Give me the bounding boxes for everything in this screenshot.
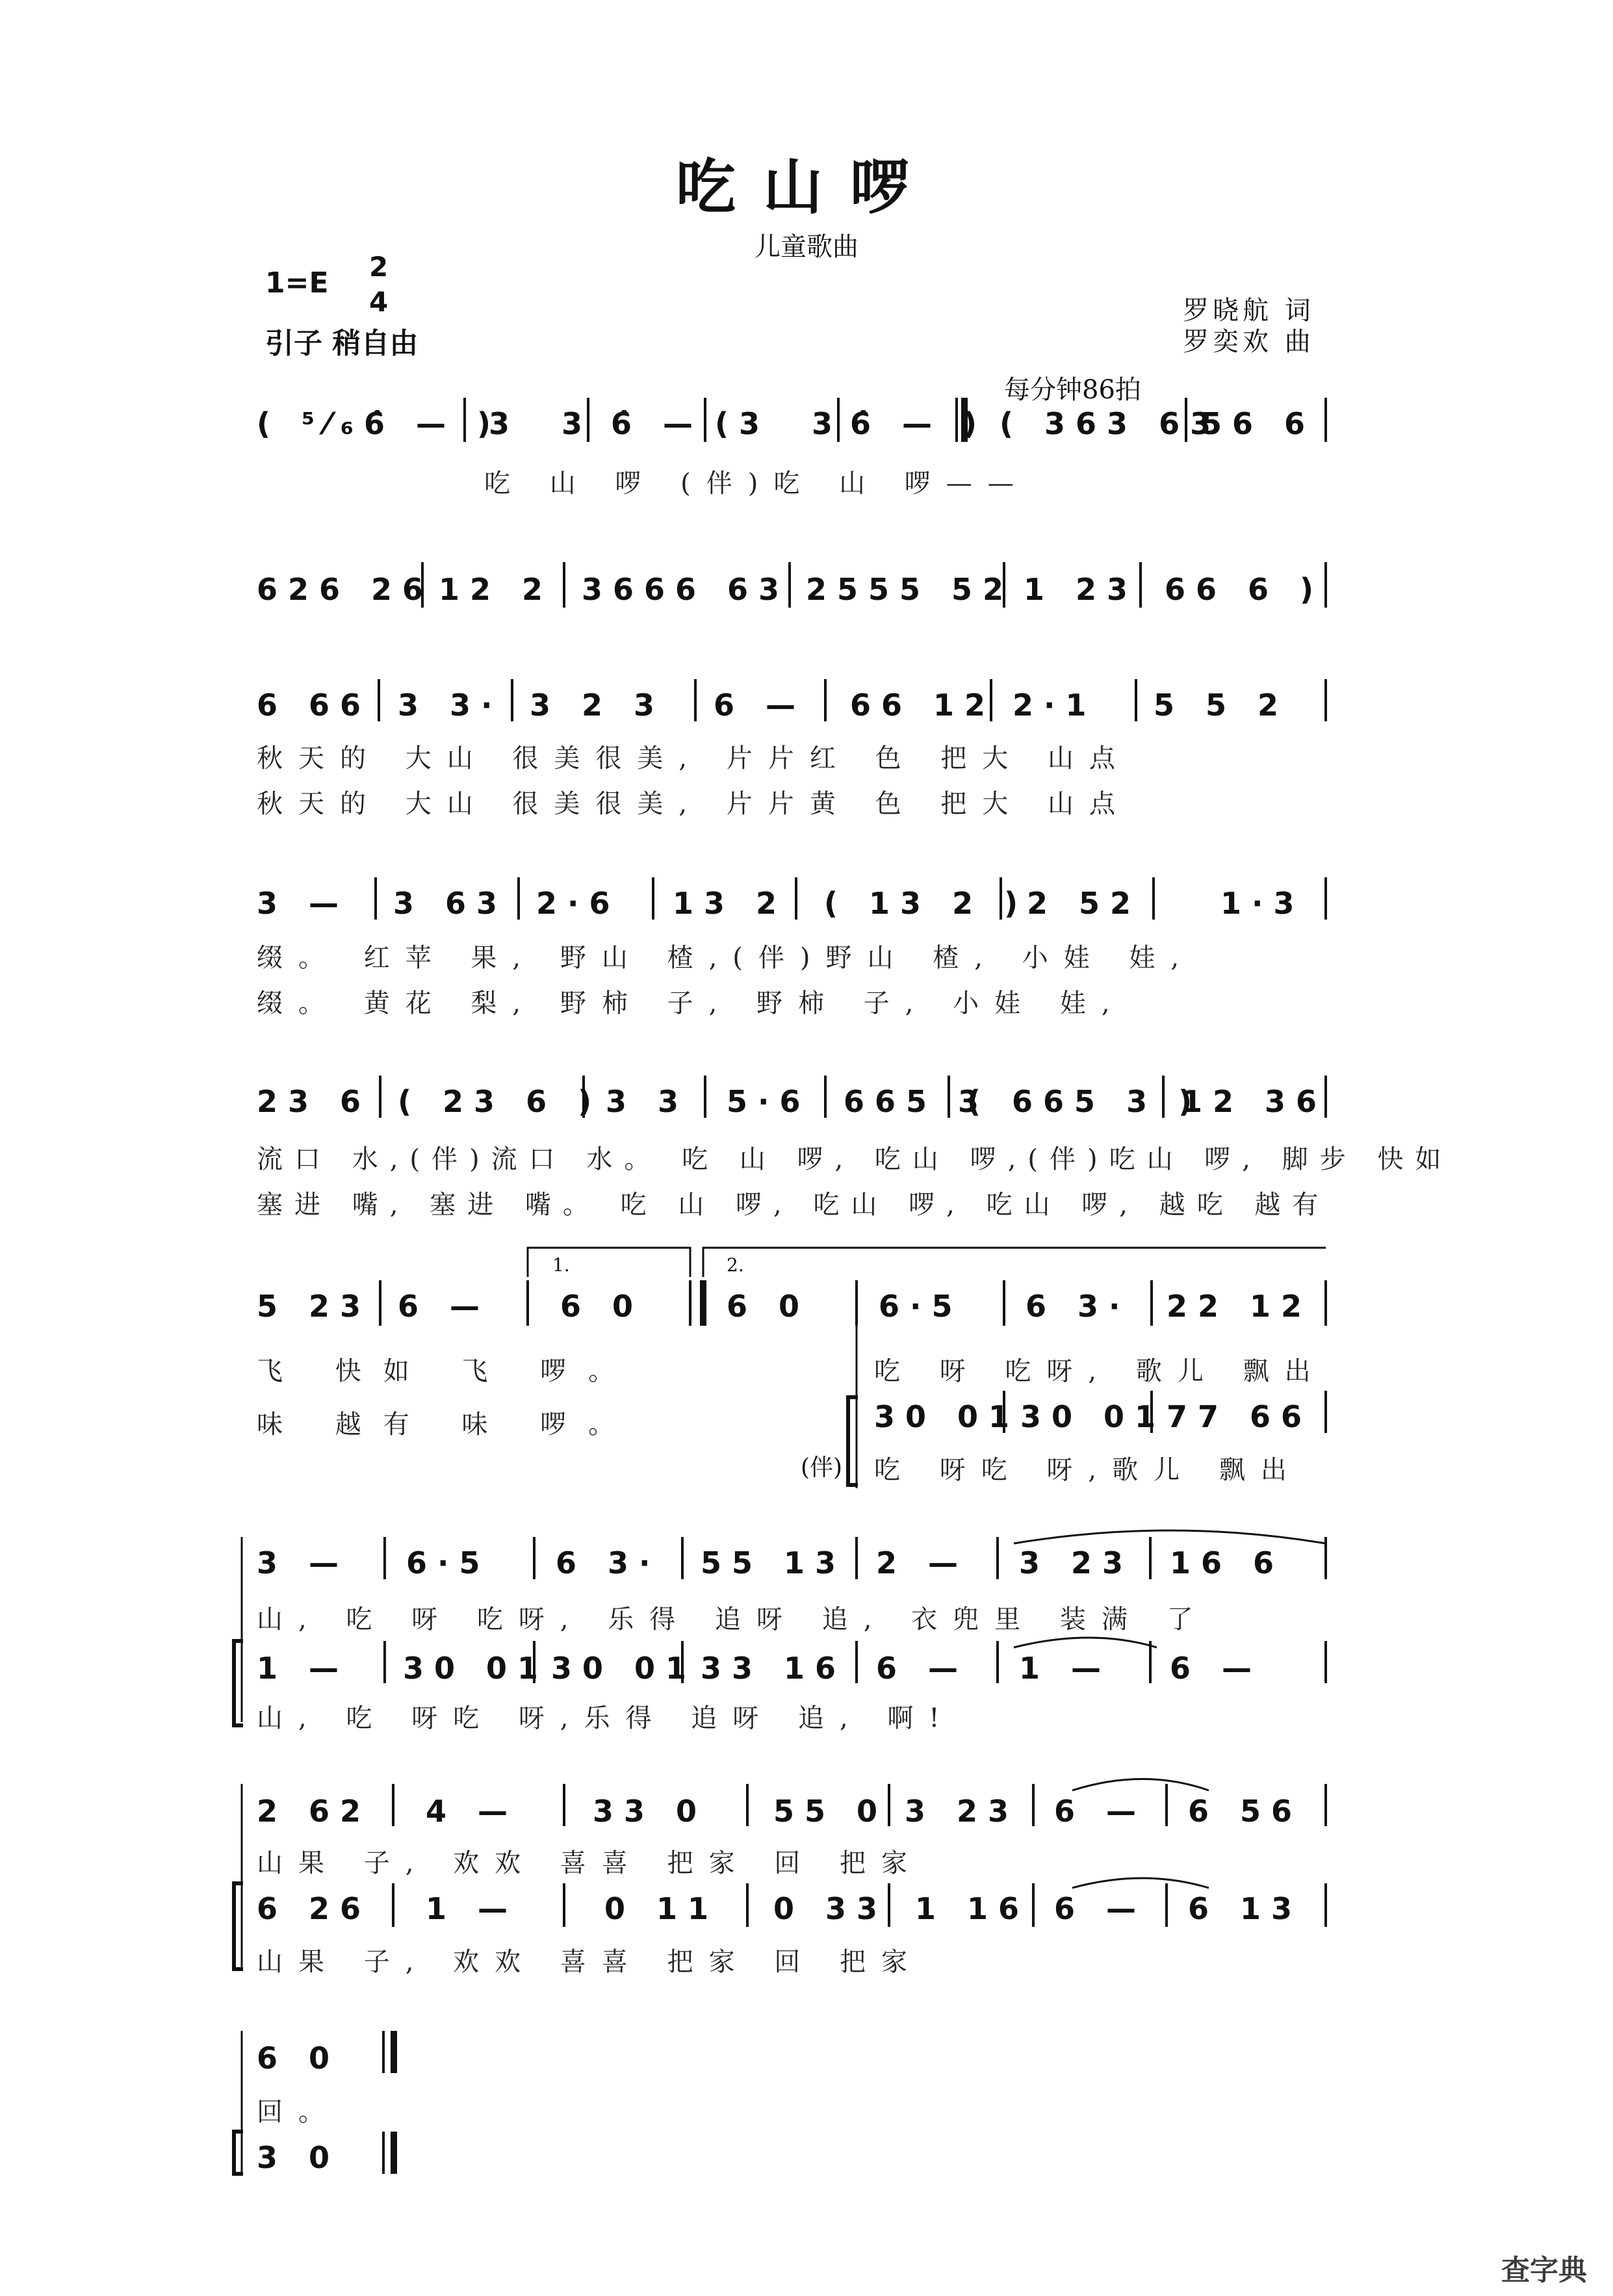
note-measure: 2 52 <box>1027 886 1142 921</box>
note-measure: 2 62 <box>257 1794 372 1829</box>
note-measure: 2·1 <box>1013 688 1097 723</box>
note-measure: 2 — <box>876 1545 969 1580</box>
lyric-line: 秋天的 大山 很美很美, 片片黄 色 把大 山点 <box>257 789 1131 819</box>
note-measure: 3 2 3 <box>530 688 665 723</box>
note-measure: 0 33 <box>773 1891 888 1926</box>
note-measure: 3666 63 <box>582 572 790 607</box>
note-measure: 30 01 <box>403 1651 549 1686</box>
note-measure: 30 01 <box>1020 1399 1167 1434</box>
note-measure: 13 2 <box>673 886 788 921</box>
note-measure: 6 3· <box>1026 1289 1131 1324</box>
note-measure: 1 16 <box>915 1891 1030 1926</box>
note-measure: 77 66 <box>1167 1399 1313 1434</box>
note-measure: 6 13 <box>1188 1891 1303 1926</box>
volta-2-label: 2. <box>727 1254 744 1276</box>
note-measure: 6 3· <box>556 1545 661 1580</box>
subtitle: 儿童歌曲 <box>755 232 858 262</box>
note-measure: 22 12 <box>1167 1289 1313 1324</box>
note-measure: 2·6 <box>536 886 621 921</box>
tempo-marking: 每分钟86拍 <box>1004 375 1141 405</box>
note-measure: 3 3 <box>606 1084 690 1119</box>
note-measure: 12 36 <box>1181 1084 1328 1119</box>
note-measure: 1 — <box>257 1651 350 1686</box>
note-measure: 33 16 <box>701 1651 847 1686</box>
note-measure: 3 — <box>257 886 350 921</box>
intro-marking: 引子 稍自由 <box>265 327 419 360</box>
lyric-line: 味 越有 味 啰。 <box>257 1410 637 1439</box>
note-measure: 16 6 <box>1170 1545 1285 1580</box>
lyric-line: 秋天的 大山 很美很美, 片片红 色 把大 山点 <box>257 743 1131 773</box>
time-numerator: 2 <box>369 251 389 283</box>
note-measure: 1 — <box>426 1891 519 1926</box>
lyric-line: 吃 山 啰 (伴)吃 山 啰—— <box>484 469 1029 498</box>
page-title: 吃山啰 <box>675 152 937 222</box>
lyric-line: 山果 子, 欢欢 喜喜 把家 回 把家 <box>257 1947 923 1977</box>
note-measure: 6 — <box>876 1651 969 1686</box>
note-measure: 6 0 <box>560 1289 644 1324</box>
lyric-line: 流口 水,(伴)流口 水。 吃 山 啰, 吃山 啰,(伴)吃山 啰, 脚步 快如 <box>257 1144 1453 1174</box>
note-measure: 6·5 <box>406 1545 491 1580</box>
note-measure: 5·6 <box>727 1084 811 1119</box>
note-measure: 6 — <box>714 688 806 723</box>
note-measure: 0 11 <box>604 1891 719 1926</box>
note-measure: 33 0 <box>593 1794 708 1829</box>
time-denominator: 4 <box>369 286 389 318</box>
lyric-line: 缀。 红苹 果, 野山 楂,(伴)野山 楂, 小娃 娃, <box>257 943 1195 973</box>
lyric-line: 飞 快如 飞 啰。 <box>257 1356 637 1386</box>
note-measure: 6 — <box>1170 1651 1263 1686</box>
note-measure: 6·5 <box>879 1289 963 1324</box>
note-measure: ( 23 6 ) <box>398 1084 602 1119</box>
note-measure: 4 — <box>426 1794 519 1829</box>
note-measure: 6 0 <box>727 1289 810 1324</box>
lyric-line: 吃 呀 吃呀, 歌儿 飘出 <box>874 1356 1326 1386</box>
note-measure: 66 12 <box>850 688 996 723</box>
note-measure: 6 — <box>1054 1891 1147 1926</box>
lyricist-credit: 罗晓航 词 <box>1183 296 1315 326</box>
lyric-line: 塞进 嘴, 塞进 嘴。 吃 山 啰, 吃山 啰, 吃山 啰, 越吃 越有 <box>257 1190 1330 1220</box>
note-measure: 1 23 <box>1024 572 1139 607</box>
note-measure: 5 23 <box>257 1289 372 1324</box>
note-measure: 665 3 <box>844 1084 990 1119</box>
accompaniment-label: (伴) <box>801 1454 843 1481</box>
lyric-line: 山, 吃 呀 吃呀, 乐得 追呀 追, 衣兜里 装满 了 <box>257 1605 1209 1634</box>
note-measure: 3 — <box>257 1545 350 1580</box>
lyric-line: 吃 呀吃 呀,歌儿 飘出 <box>874 1455 1302 1485</box>
note-measure: 6 26 <box>257 1891 372 1926</box>
note-measure: 6 66 <box>257 688 372 723</box>
note-measure: 3 63 <box>393 886 508 921</box>
note-measure: 626 26 <box>257 572 434 607</box>
note-measure: 23 6 <box>257 1084 372 1119</box>
note-measure: 1·3 <box>1220 886 1305 921</box>
note-measure: 6 56 <box>1188 1794 1303 1829</box>
note-measure: ( 13 2 ) <box>824 886 1029 921</box>
note-measure: 30 01 <box>874 1399 1020 1434</box>
note-measure: 3 3 <box>489 406 593 441</box>
note-measure: 2555 52 <box>806 572 1014 607</box>
lyric-line: 山果 子, 欢欢 喜喜 把家 回 把家 <box>257 1848 923 1878</box>
note-measure: 12 2 <box>439 572 554 607</box>
volta-1-label: 1. <box>552 1254 570 1276</box>
note-measure: 66 6 ) <box>1165 572 1324 607</box>
key-signature: 1=E <box>265 266 329 300</box>
note-measure: 1 — <box>1019 1651 1112 1686</box>
note-measure: ( 363 63 <box>1000 406 1222 441</box>
note-measure: 55 13 <box>701 1545 847 1580</box>
note-measure: 5 5 2 <box>1154 688 1289 723</box>
note-measure: 3 23 <box>1019 1545 1134 1580</box>
lyric-line: 山, 吃 呀吃 呀,乐得 追呀 追, 啊! <box>257 1703 955 1733</box>
note-measure: 3 0 <box>257 2140 341 2175</box>
note-measure: 6 0 <box>257 2041 341 2076</box>
note-measure: 3 23 <box>905 1794 1020 1829</box>
note-measure: 6̂ — ) <box>850 406 988 441</box>
note-measure: ( ⁵⁄₆6̂ — ) <box>257 406 502 441</box>
note-measure: 6 — <box>1054 1794 1147 1829</box>
watermark-logo: 查字典 <box>1501 2254 1587 2287</box>
note-measure: 3 3· <box>398 688 503 723</box>
note-measure: 55 0 <box>773 1794 888 1829</box>
note-measure: (3 3 <box>715 406 844 441</box>
note-measure: 56 6 <box>1201 406 1316 441</box>
note-measure: ( 665 3 ) <box>967 1084 1203 1119</box>
note-measure: 6̂ — <box>611 406 704 441</box>
lyric-line: 缀。 黄花 梨, 野柿 子, 野柿 子, 小娃 娃, <box>257 988 1126 1018</box>
note-measure: 30 01 <box>551 1651 697 1686</box>
note-measure: 6 — <box>398 1289 491 1324</box>
lyric-line: 回。 <box>257 2097 340 2127</box>
composer-credit: 罗奕欢 曲 <box>1183 327 1315 357</box>
